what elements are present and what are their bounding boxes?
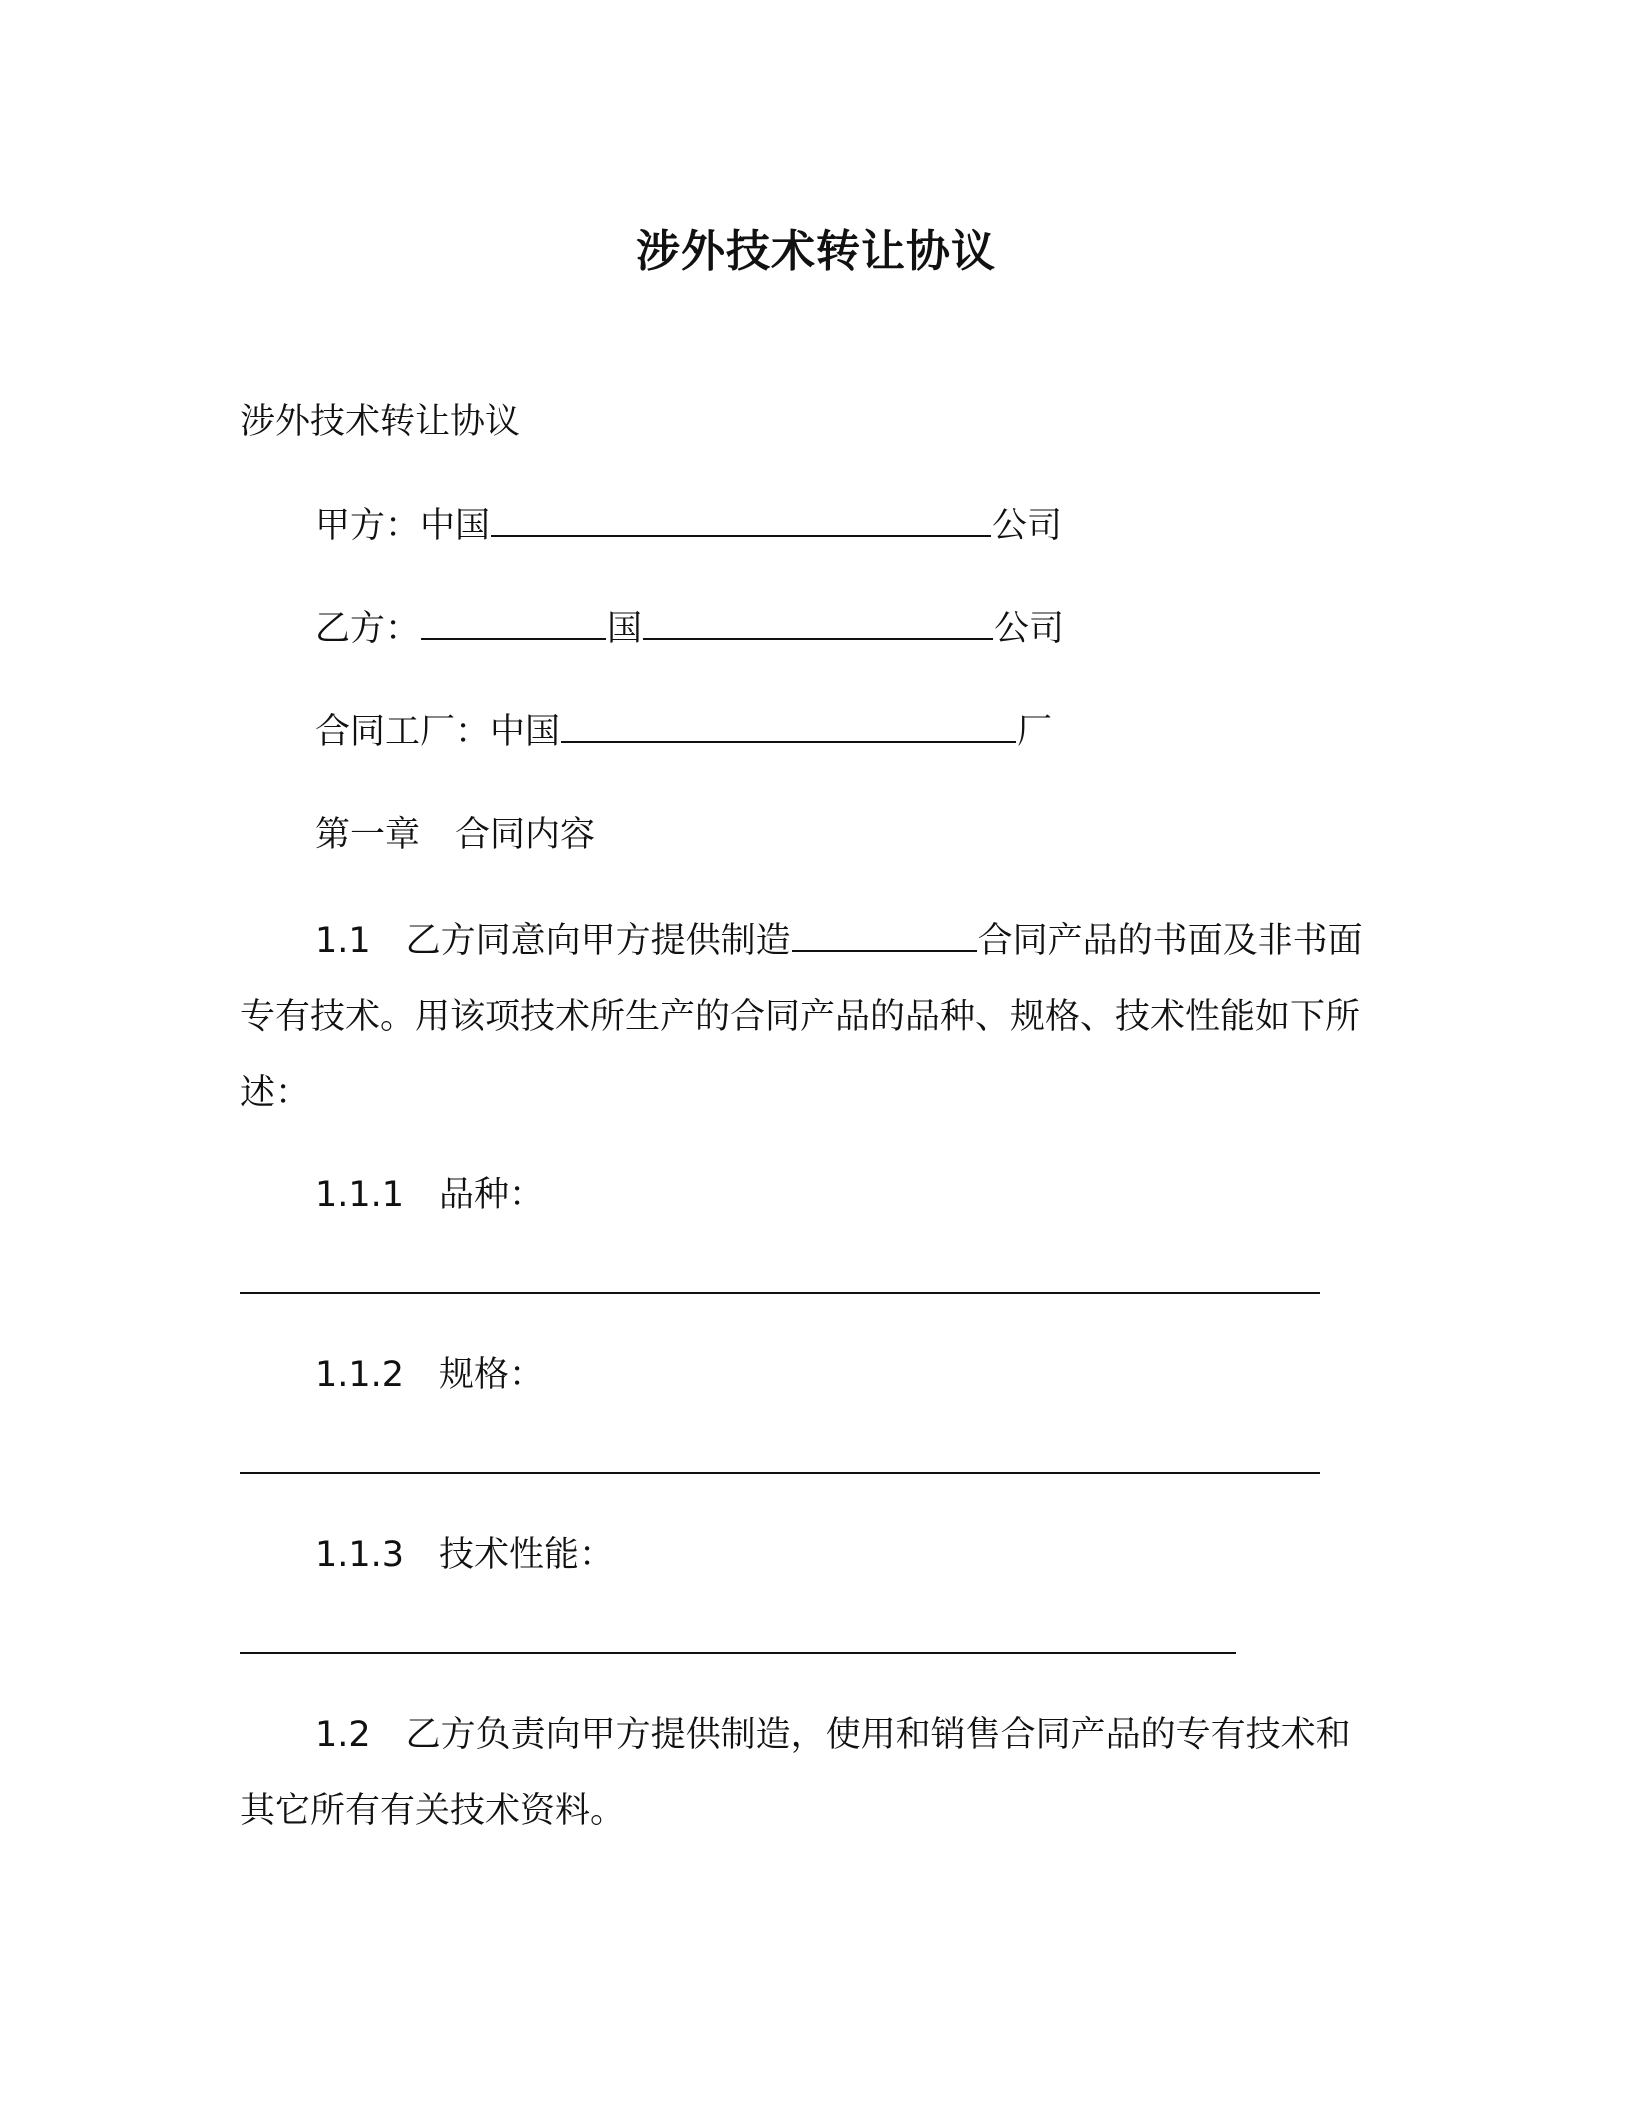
party-b-suffix: 公司	[994, 609, 1065, 649]
document-subtitle: 涉外技术转让协议	[240, 402, 521, 442]
party-a-name-blank	[491, 505, 991, 537]
performance-fill-line	[240, 1652, 1236, 1654]
party-b-country-blank	[421, 608, 606, 640]
chapter-heading: 第一章 合同内容	[315, 815, 596, 855]
clause-1-2: 1.2 乙方负责向甲方提供制造，使用和销售合同产品的专有技术和其它所有有关技术资料。	[240, 1715, 1351, 1831]
party-b-middle: 国	[607, 609, 643, 649]
party-a-suffix: 公司	[992, 506, 1063, 546]
spec-fill-line	[240, 1472, 1320, 1474]
party-a-label: 甲方：中国	[315, 506, 491, 546]
clause-1-1-product-blank	[792, 920, 977, 952]
clause-1-1-post: 合同产品的书面及非书面专有技术。用该项技术所生产的合同产品的品种、规格、技术性能如下所述：	[240, 921, 1363, 1113]
factory-suffix: 厂	[1017, 712, 1053, 752]
variety-fill-line	[240, 1292, 1320, 1294]
clause-1-1-pre: 1.1 乙方同意向甲方提供制造	[315, 921, 791, 961]
factory-label: 合同工厂：中国	[315, 712, 561, 752]
party-b-label: 乙方：	[315, 609, 421, 649]
party-b-name-blank	[643, 608, 993, 640]
party-b-line	[315, 604, 1064, 654]
factory-line	[315, 707, 1052, 757]
party-a-line	[315, 501, 1062, 551]
clause-1-1-3: 1.1.3 技术性能：	[315, 1535, 615, 1575]
clause-1-1-1: 1.1.1 品种：	[315, 1175, 545, 1215]
factory-name-blank	[561, 711, 1016, 743]
document-title: 涉外技术转让协议	[636, 226, 996, 277]
clause-1-1-2: 1.1.2 规格：	[315, 1355, 545, 1395]
clause-1-1	[240, 903, 1380, 1131]
